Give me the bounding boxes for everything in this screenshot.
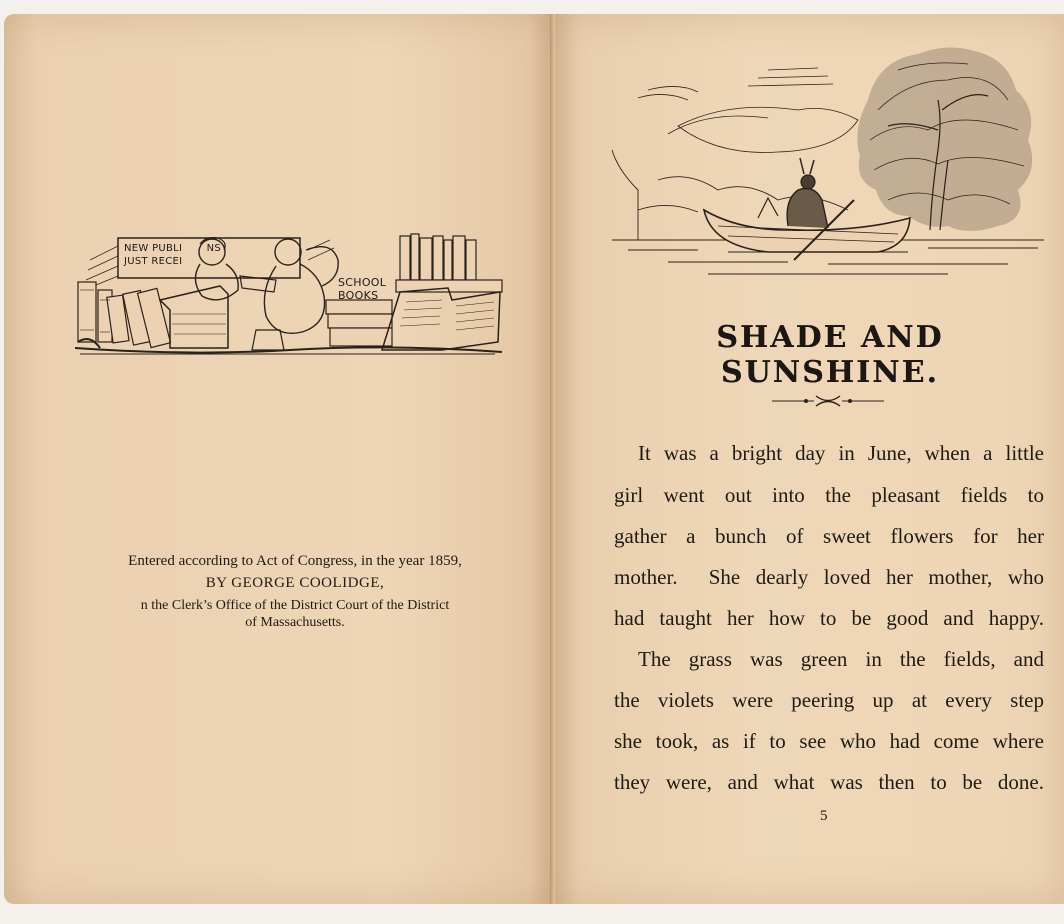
copyright-line: n the Clerk’s Office of the District Court of the District <box>140 598 450 613</box>
copyright-author: BY GEORGE COOLIDGE, <box>205 575 385 591</box>
text-line: It was a bright day in June, when a little <box>638 441 1044 465</box>
sign-text-new-publications: NEW PUBLI NS JUST RECEI <box>124 243 222 267</box>
text-line: had taught her how to be good and happy. <box>614 606 1044 630</box>
copyright-notice <box>60 551 530 631</box>
chapter-title: SHADE AND SUNSHINE. <box>716 320 944 390</box>
canoe-scene-illustration <box>608 40 1048 280</box>
text-line: the violets were peering up at every step <box>614 688 1044 712</box>
text-line: she took, as if to see who had come where <box>614 729 1044 753</box>
left-page <box>4 14 552 904</box>
text-line: The grass was green in the fields, and <box>638 647 1044 671</box>
page-number: 5 <box>820 808 828 824</box>
text-line: they were, and what was then to be done. <box>614 770 1044 794</box>
text-line: mother. She dearly loved her mother, who <box>614 565 1044 589</box>
sign-text-school-books: SCHOOL BOOKS <box>338 276 387 302</box>
text-line: girl went out into the pleasant fields to <box>614 483 1044 507</box>
copyright-line: Entered according to Act of Congress, in the year 1859, <box>128 553 462 569</box>
copyright-line: of Massachusetts. <box>245 615 345 630</box>
title-ornament <box>770 393 886 409</box>
text-line: gather a bunch of sweet flowers for her <box>614 524 1044 548</box>
book-spine <box>550 14 555 904</box>
